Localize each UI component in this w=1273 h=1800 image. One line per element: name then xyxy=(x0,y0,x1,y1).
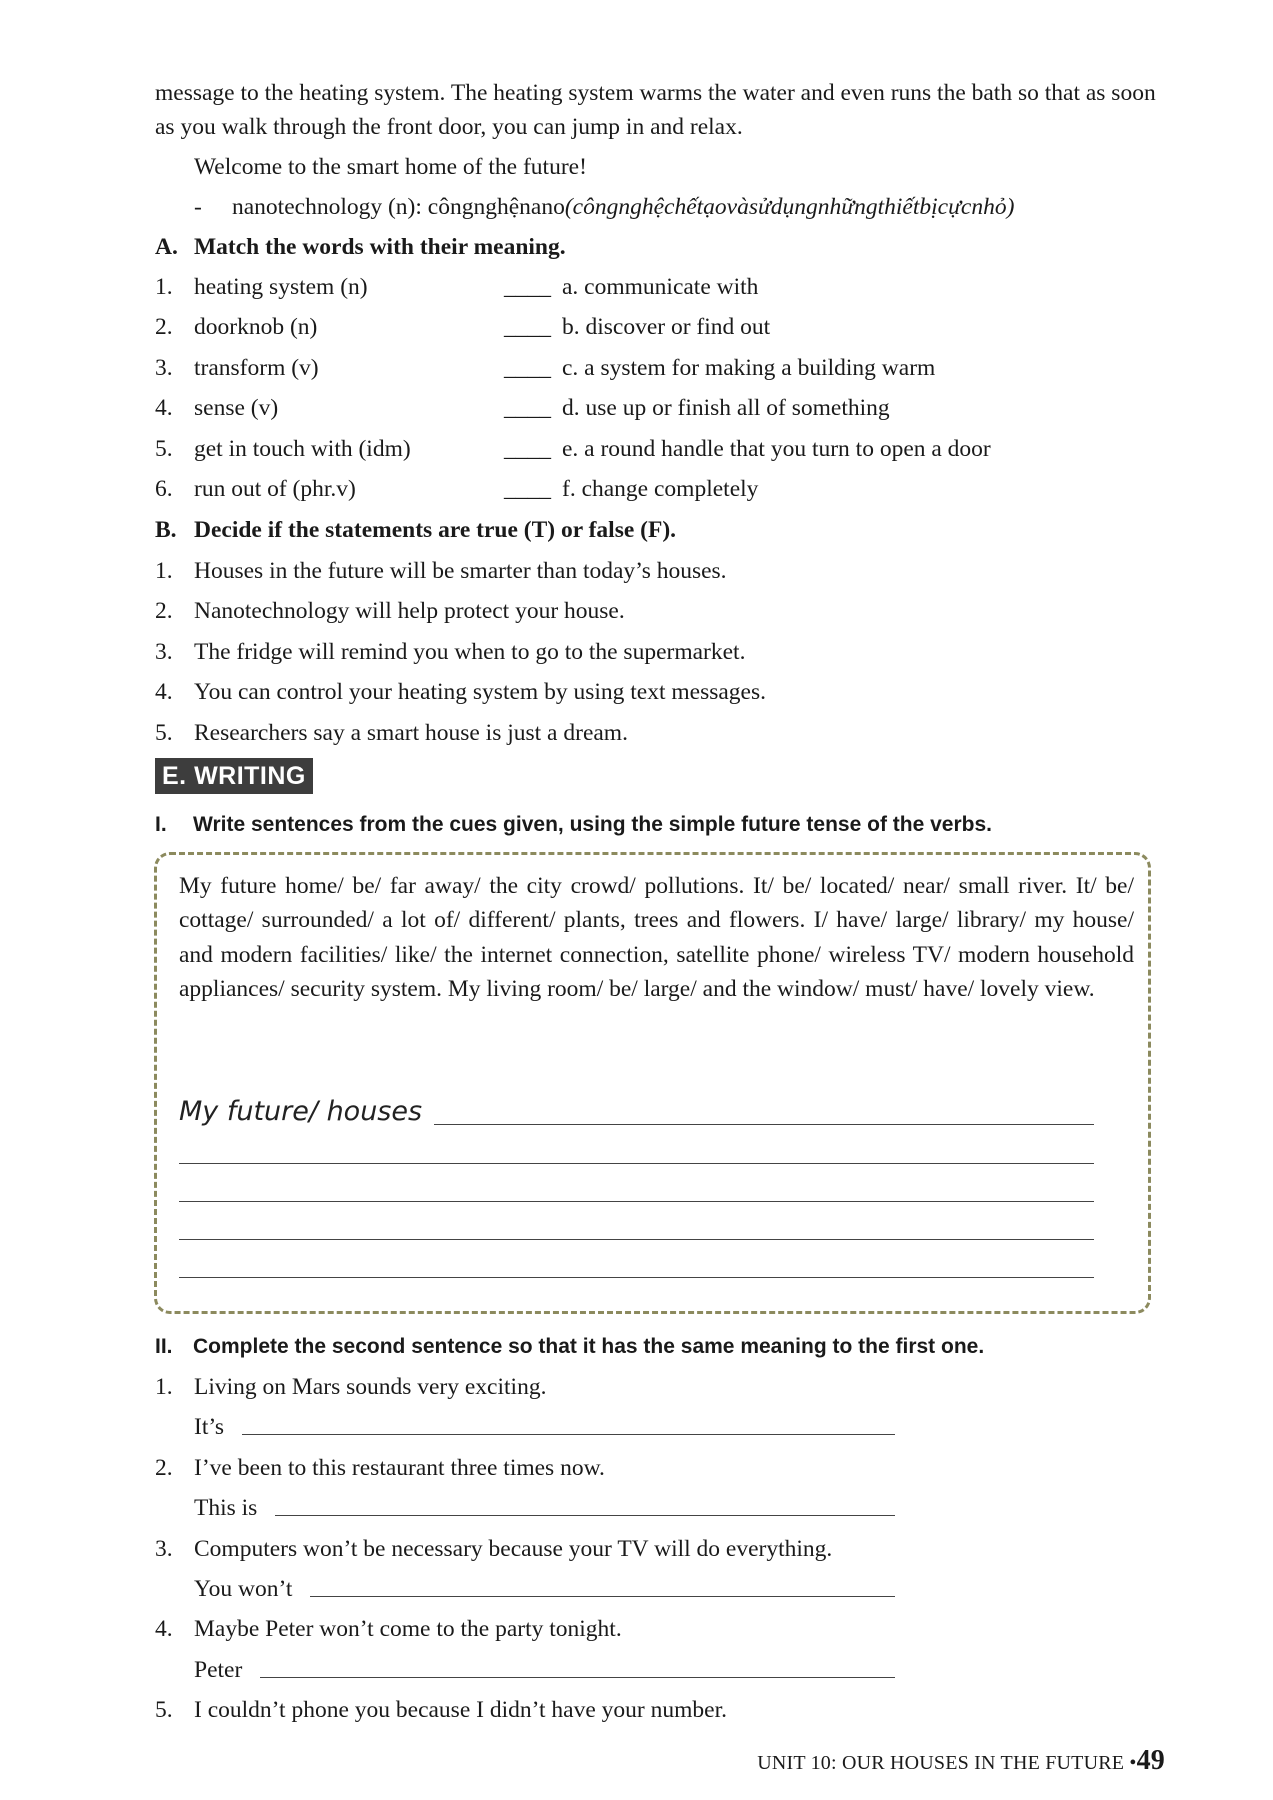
answer-line[interactable] xyxy=(179,1163,1094,1164)
rewrite-line[interactable] xyxy=(155,1491,895,1531)
statement-item xyxy=(155,554,766,594)
match-meaning: c. a system for making a building warm xyxy=(562,354,936,381)
rewrite-line[interactable] xyxy=(155,1410,895,1450)
match-blank[interactable]: ____ xyxy=(504,395,551,422)
match-item xyxy=(155,351,1055,391)
match-blank[interactable]: ____ xyxy=(504,274,551,300)
match-number: 5. xyxy=(155,435,173,462)
cue-box xyxy=(154,852,1151,1314)
match-meaning: d. use up or finish all of something xyxy=(562,395,890,422)
vocab-translation: (côngnghệchếtạovàsửdụngnhữngthiếtbịcựcnhỏ) xyxy=(564,194,1015,220)
match-number: 2. xyxy=(155,314,173,341)
part-1-title: Write sentences from the cues given, using the simple future tense of the verbs. xyxy=(193,813,992,836)
match-item xyxy=(155,432,1055,472)
statement-number: 5. xyxy=(155,719,173,746)
match-blank[interactable]: ____ xyxy=(504,354,551,381)
answer-line[interactable] xyxy=(179,1201,1094,1202)
exercise-sentence xyxy=(155,1532,895,1572)
rewrite-line[interactable] xyxy=(155,1653,895,1693)
match-blank[interactable]: ____ xyxy=(504,314,551,341)
match-item xyxy=(155,391,1055,431)
rewrite-start: It’s xyxy=(194,1414,225,1441)
statement-item xyxy=(155,635,766,675)
statement-item xyxy=(155,594,766,634)
match-number: 1. xyxy=(155,274,173,300)
match-number: 3. xyxy=(155,354,173,381)
matching-list xyxy=(155,270,1055,512)
handwritten-starter: My future/ houses xyxy=(179,1096,423,1127)
answer-blank[interactable] xyxy=(260,1653,895,1678)
original-sentence: Maybe Peter won’t come to the party tonight. xyxy=(194,1616,622,1643)
page-number: 49 xyxy=(1136,1745,1165,1776)
part-2-label: II. xyxy=(155,1335,173,1358)
original-sentence: I’ve been to this restaurant three times now. xyxy=(194,1454,605,1481)
exercise-number: 2. xyxy=(155,1454,173,1481)
statement-text: You can control your heating system by using text messages. xyxy=(194,679,766,706)
section-b-label: B. xyxy=(155,517,177,543)
statement-text: Houses in the future will be smarter than today’s houses. xyxy=(194,558,727,584)
match-word: get in touch with (idm) xyxy=(194,435,411,462)
rewrite-start: This is xyxy=(194,1495,258,1522)
section-a-heading xyxy=(155,230,566,264)
reading-paragraph: message to the heating system. The heating system warms the water and even runs the bath so that as soon as you walk through the front door, you can jump in and relax. xyxy=(155,80,1156,140)
rewrite-exercise-list xyxy=(155,1370,895,1734)
statement-number: 3. xyxy=(155,638,173,665)
writing-part-1-heading xyxy=(155,810,992,840)
match-blank[interactable]: ____ xyxy=(504,435,551,462)
match-word: doorknob (n) xyxy=(194,314,318,341)
answer-blank[interactable] xyxy=(310,1572,895,1597)
unit-title: UNIT 10: OUR HOUSES IN THE FUTURE • xyxy=(757,1752,1137,1774)
exercise-number: 4. xyxy=(155,1616,173,1643)
reading-closing-line: Welcome to the smart home of the future! xyxy=(194,154,587,180)
answer-blank[interactable] xyxy=(242,1410,895,1435)
original-sentence: Computers won’t be necessary because your TV will do everything. xyxy=(194,1535,833,1562)
statement-text: The fridge will remind you when to go to the supermarket. xyxy=(194,638,746,665)
writing-section-banner: E. WRITING xyxy=(155,758,313,794)
answer-blank[interactable] xyxy=(275,1491,895,1516)
vocab-dash: - xyxy=(194,194,202,220)
rewrite-start: You won’t xyxy=(194,1575,293,1602)
match-meaning: a. communicate with xyxy=(562,274,759,300)
match-meaning: b. discover or find out xyxy=(562,314,771,341)
writing-part-2-heading xyxy=(155,1332,984,1362)
vocab-note xyxy=(194,190,1014,224)
original-sentence: Living on Mars sounds very exciting. xyxy=(194,1374,547,1400)
match-blank[interactable]: ____ xyxy=(504,475,551,502)
statement-text: Nanotechnology will help protect your house. xyxy=(194,598,625,625)
original-sentence: I couldn’t phone you because I didn’t have your number. xyxy=(194,1697,727,1724)
exercise-number: 3. xyxy=(155,1535,173,1562)
match-word: heating system (n) xyxy=(194,274,368,300)
part-2-title: Complete the second sentence so that it has the same meaning to the first one. xyxy=(193,1335,985,1358)
match-word: run out of (phr.v) xyxy=(194,475,356,502)
answer-rule xyxy=(434,1124,1094,1125)
match-meaning: f. change completely xyxy=(562,475,759,502)
match-word: transform (v) xyxy=(194,354,319,381)
page-footer xyxy=(757,1744,1165,1780)
match-meaning: e. a round handle that you turn to open a door xyxy=(562,435,991,462)
section-b-heading xyxy=(155,513,676,547)
answer-line[interactable] xyxy=(179,1277,1094,1278)
rewrite-line[interactable] xyxy=(155,1572,895,1612)
exercise-sentence xyxy=(155,1451,895,1491)
statement-number: 1. xyxy=(155,558,173,584)
exercise-number: 1. xyxy=(155,1374,173,1400)
statement-text: Researchers say a smart house is just a dream. xyxy=(194,719,628,746)
answer-line[interactable] xyxy=(179,1239,1094,1240)
answer-starter-line[interactable] xyxy=(179,1095,1094,1129)
section-b-title: Decide if the statements are true (T) or false (F). xyxy=(194,517,677,543)
cue-text: My future home/ be/ far away/ the city crowd/ pollutions. It/ be/ located/ near/ small river. It/ be/ cottage/ surrounded/ a lot of/ different/ plants, trees and flowers. I/ have/ large/ library/ my house/ and modern facilities/ like/ the internet connection, satellite phone/ wireless TV/ modern household appliances/ security system. My living room/ be/ large/ and the window/ must/ have/ lovely view. xyxy=(179,873,1134,1003)
match-number: 4. xyxy=(155,395,173,422)
exercise-sentence xyxy=(155,1693,895,1733)
section-a-label: A. xyxy=(155,234,178,260)
statement-item xyxy=(155,716,766,756)
section-a-title: Match the words with their meaning. xyxy=(194,234,566,260)
match-item xyxy=(155,472,1055,512)
exercise-number: 5. xyxy=(155,1697,173,1724)
exercise-sentence xyxy=(155,1612,895,1652)
match-word: sense (v) xyxy=(194,395,279,422)
statement-item xyxy=(155,675,766,715)
rewrite-start: Peter xyxy=(194,1656,243,1683)
match-item xyxy=(155,270,1055,310)
statement-number: 2. xyxy=(155,598,173,625)
exercise-sentence xyxy=(155,1370,895,1410)
vocab-term: nanotechnology (n): côngnghệnano xyxy=(232,194,565,220)
statement-number: 4. xyxy=(155,679,173,706)
match-item xyxy=(155,310,1055,350)
part-1-label: I. xyxy=(155,813,167,836)
match-number: 6. xyxy=(155,475,173,502)
true-false-list xyxy=(155,554,766,756)
